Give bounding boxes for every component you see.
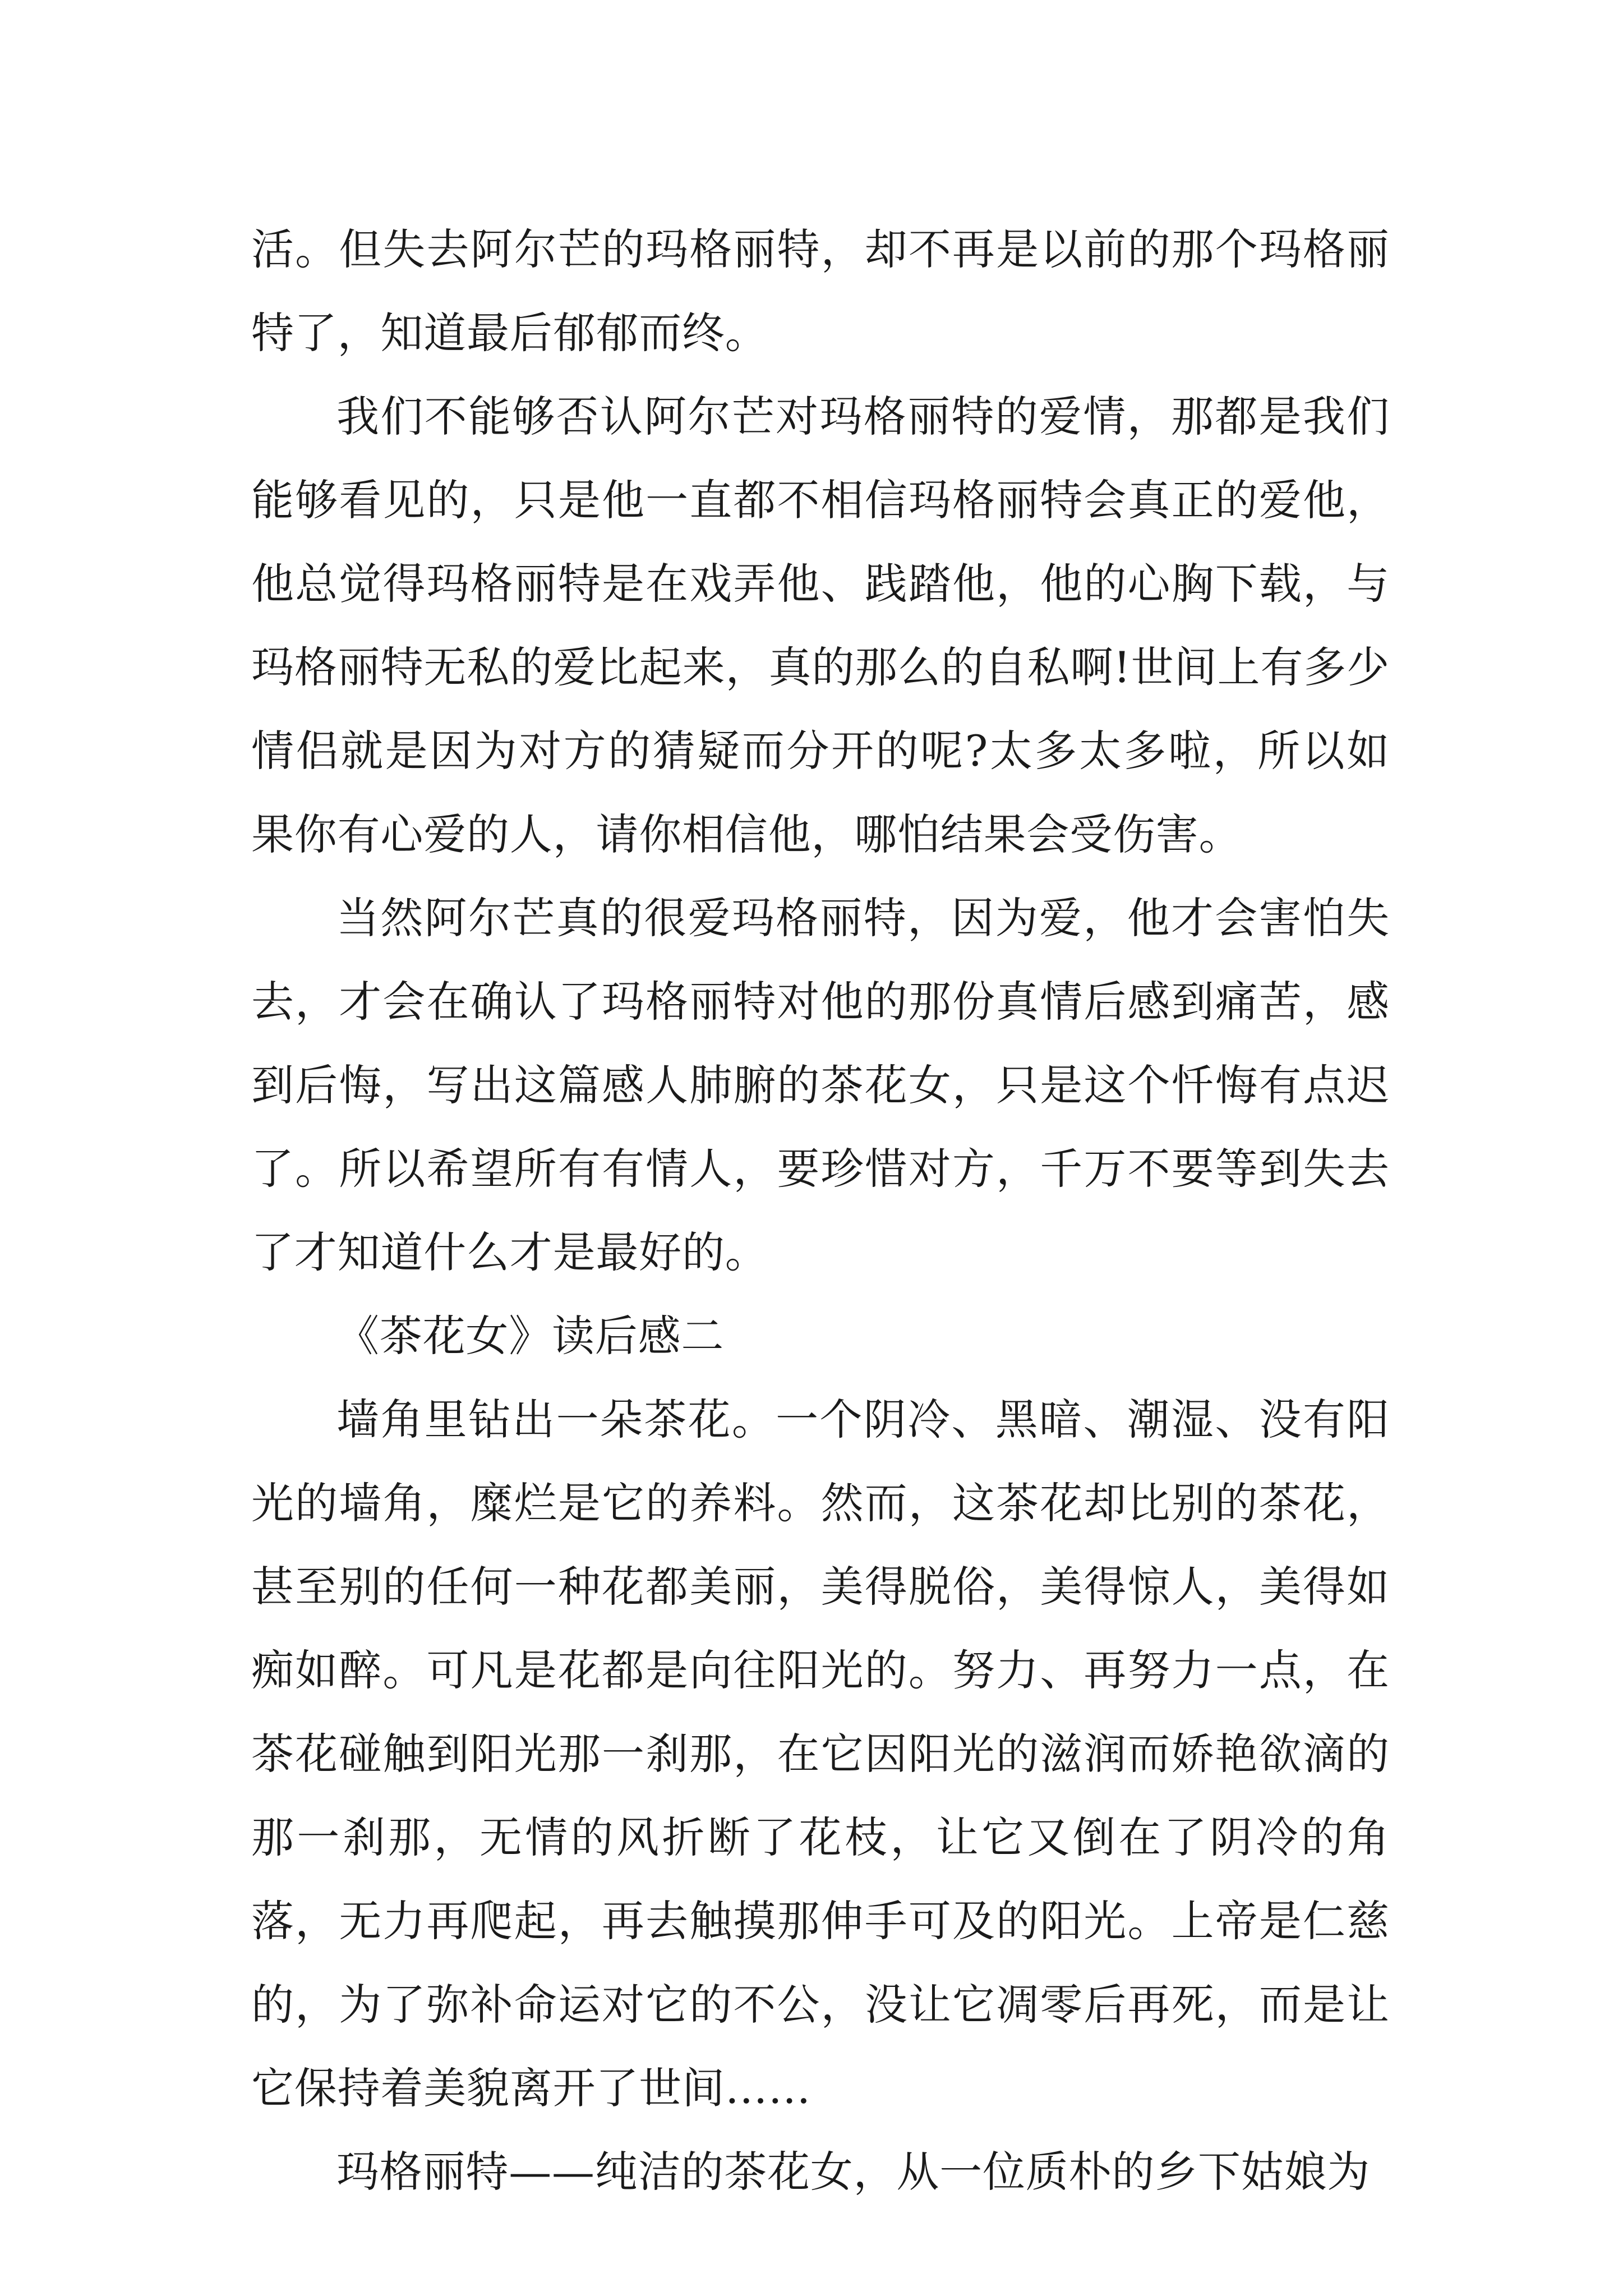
paragraph-marguerite: 玛格丽特——纯洁的茶花女，从一位质朴的乡下姑娘为 bbox=[336, 2147, 1371, 2197]
section-heading: 《茶花女》读后感二 bbox=[336, 1311, 725, 1361]
paragraph-continuation: 活。但失去阿尔芒的玛格丽特，却不再是以前的那个玛格丽特了，知道最后郁郁而终。 bbox=[251, 224, 1390, 358]
paragraph-regret: 当然阿尔芒真的很爱玛格丽特，因为爱，他才会害怕失去，才会在确认了玛格丽特对他的那份真情后感到痛苦，感到后悔，写出这篇感人肺腑的茶花女，只是这个忏悔有点迟了。所以希望所有有情人，要珍惜对方，千万不要等到失去了才知道什么才是最好的。 bbox=[251, 893, 1390, 1277]
document-body bbox=[251, 208, 1390, 2214]
paragraph-camellia: 墙角里钻出一朵茶花。一个阴冷、黑暗、潮湿、没有阳光的墙角，糜烂是它的养料。然而，这茶花却比别的茶花，甚至别的任何一种花都美丽，美得脱俗，美得惊人，美得如痴如醉。可凡是花都是向往阳光的。努力、再努力一点，在茶花碰触到阳光那一刹那，在它因阳光的滋润而娇艳欲滴的那一刹那，无情的风折断了花枝，让它又倒在了阴冷的角落，无力再爬起，再去触摸那伸手可及的阳光。上帝是仁慈的，为了弥补命运对它的不公，没让它凋零后再死，而是让它保持着美貌离开了世间…… bbox=[251, 1395, 1390, 2113]
paragraph-trust: 我们不能够否认阿尔芒对玛格丽特的爱情，那都是我们能够看见的，只是他一直都不相信玛格丽特会真正的爱他，他总觉得玛格丽特是在戏弄他、践踏他，他的心胸下载，与玛格丽特无私的爱比起来，真的那么的自私啊!世间上有多少情侣就是因为对方的猜疑而分开的呢?太多太多啦，所以如果你有心爱的人，请你相信他，哪怕结果会受伤害。 bbox=[251, 392, 1390, 859]
